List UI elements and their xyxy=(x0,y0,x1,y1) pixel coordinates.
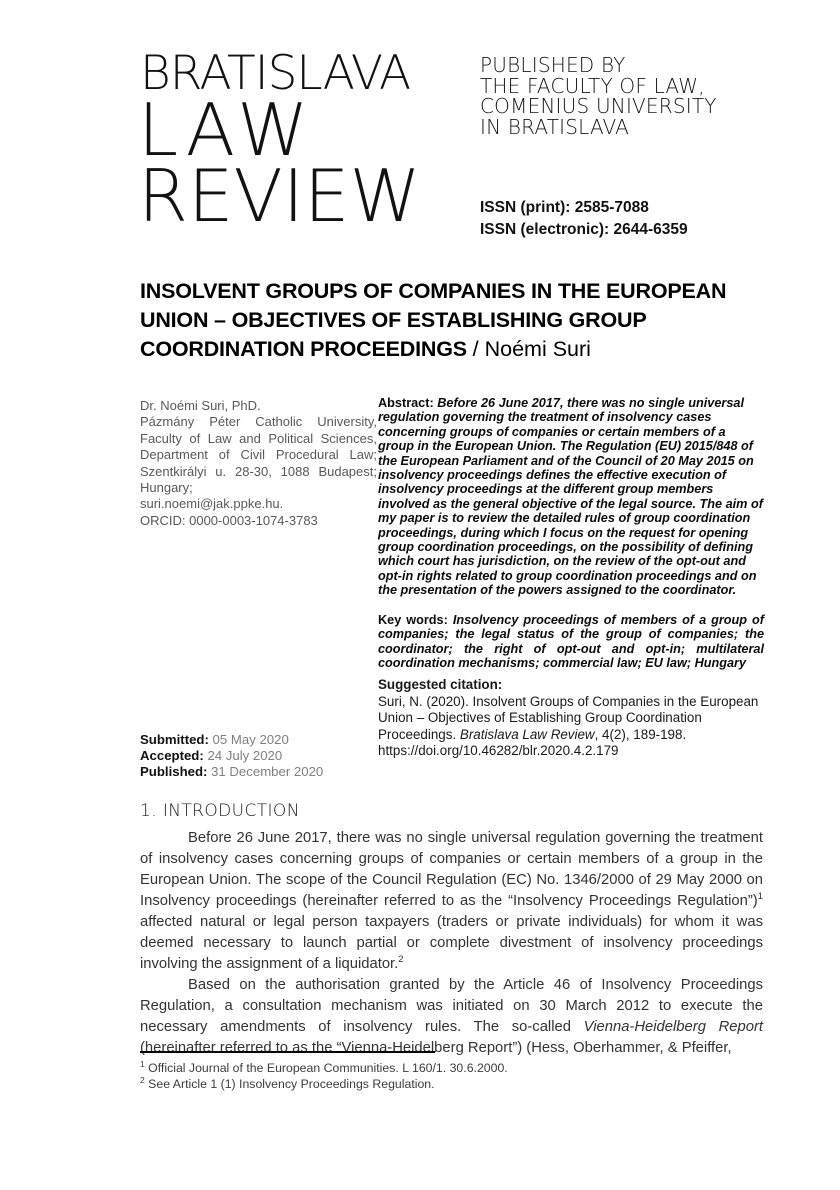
footnote-ref-1: 1 xyxy=(757,891,763,903)
published-value: 31 December 2020 xyxy=(211,764,324,779)
submitted-value: 05 May 2020 xyxy=(212,732,289,747)
published-row xyxy=(140,764,323,780)
citation-doi: https://doi.org/10.46282/blr.2020.4.2.179 xyxy=(378,742,619,758)
footnote-2-number: 2 xyxy=(140,1074,145,1085)
accepted-value: 24 July 2020 xyxy=(207,748,283,763)
author-name: Dr. Noémi Suri, PhD. xyxy=(140,398,261,413)
accepted-label: Accepted: xyxy=(140,748,204,763)
article-title-byline: / Noémi Suri xyxy=(472,337,591,361)
report-name-italic: Vienna-Heidelberg Report xyxy=(583,1019,763,1035)
submitted-label: Submitted: xyxy=(140,732,209,747)
paragraph-text: (hereinafter referred to as the “Vienna-Heidelberg Report”) (Hess, Oberhammer, & Pfeiffer, xyxy=(140,1040,732,1056)
article-body xyxy=(140,828,763,1059)
accepted-row xyxy=(140,748,323,764)
logo-line-bratislava: BRATISLAVA xyxy=(140,46,411,101)
publisher-line: THE FACULTY OF LAW, xyxy=(480,73,705,98)
abstract xyxy=(378,396,764,598)
citation-journal-name: Bratislava Law Review xyxy=(459,726,595,742)
abstract-label: Abstract: xyxy=(378,396,434,410)
published-label: Published: xyxy=(140,764,208,779)
author-orcid: ORCID: 0000-0003-1074-3783 xyxy=(140,512,318,528)
article-dates xyxy=(140,732,323,780)
citation-part2: , 4(2), 189-198. xyxy=(594,726,687,742)
footnote-ref-2: 2 xyxy=(398,954,404,966)
abstract-column xyxy=(378,396,764,759)
citation-heading: Suggested citation: xyxy=(378,677,503,693)
publisher-line: COMENIUS UNIVERSITY xyxy=(480,94,717,118)
footnote-1-number: 1 xyxy=(140,1058,145,1069)
logo-line-review: REVIEW xyxy=(138,154,421,238)
intro-paragraph-2 xyxy=(140,975,763,1059)
keywords-text: Insolvency proceedings of members of a group of companies; the legal status of the group of companies; the coordinator; the right of opt-out and opt-in; multilateral coordination mechanisms; commercial law; EU law; Hungary xyxy=(378,612,765,670)
logo-line-law: LAW xyxy=(138,88,315,172)
suggested-citation xyxy=(378,677,764,759)
abstract-text: Before 26 June 2017, there was no single universal regulation governing the treatment of insolvency cases concerning groups of companies or certain members of a group in the European Union. The Regulation (EU) 2015/848 of the European Parliament and of the Council of 20 May 2015 on insolvency proceedings defines the effective execution of insolvency proceedings at the different group members involved as the general objective of the legal source. The aim of my paper is to review the detailed rules of group coordination proceedings, during which I focus on the request for opening group coordination proceedings, on the possibility of defining which court has jurisdiction, on the review of the opt-out and opt-in rights related to group coordination proceedings and on the presentation of the powers assigned to the coordinator. xyxy=(378,396,763,598)
citation-text xyxy=(378,694,764,760)
author-email: suri.noemi@jak.ppke.hu. xyxy=(140,496,284,512)
author-affiliation: Pázmány Péter Catholic University, Faculty of Law and Political Sciences, Department of Civil Procedural Law; Szentkirályi u. 28-30, 1088 Budapest; Hungary; xyxy=(140,414,377,496)
paragraph-text: affected natural or legal person taxpayers (traders or private individuals) for whom it was deemed necessary to launch partial or complete divestment of insolvency proceedings involving the assignment of a liquidator. xyxy=(140,914,763,972)
citation-part1: Suri, N. (2020). Insolvent Groups of Companies in the European Union – Objectives of Establishing Group Coordination Proceedings. xyxy=(378,693,759,742)
author-info-column xyxy=(140,398,377,780)
footnote-separator xyxy=(140,1051,435,1053)
submitted-row xyxy=(140,732,323,748)
footnote-1-text: Official Journal of the European Communities. L 160/1. 30.6.2000. xyxy=(148,1061,508,1075)
footnote-1 xyxy=(140,1058,763,1077)
issn-print: ISSN (print): 2585-7088 xyxy=(480,199,649,216)
publisher-block xyxy=(480,55,717,137)
footnote-2 xyxy=(140,1074,763,1093)
issn-electronic: ISSN (electronic): 2644-6359 xyxy=(480,221,688,238)
intro-paragraph-1 xyxy=(140,828,763,975)
section-heading-introduction: 1. INTRODUCTION xyxy=(140,801,300,821)
paragraph-text: Before 26 June 2017, there was no single universal regulation governing the treatment of insolvency cases concerning groups of companies or certain members of a group in the European Union. The scope of the Council Regulation (EC) No. 1346/2000 of 29 May 2000 on Insolvency proceedings (hereinafter referred to as the “Insolvency Proceedings Regulation”) xyxy=(140,830,763,909)
footnote-area xyxy=(140,1051,763,1092)
paragraph-text: Based on the authorisation granted by the Article 46 of Insolvency Proceedings Regulation, a consultation mechanism was initiated on 30 March 2012 to execute the necessary amendments of insolvency rules. The so-called xyxy=(140,977,763,1035)
keywords-label: Key words: xyxy=(378,612,448,627)
keywords xyxy=(378,613,764,671)
publisher-line: PUBLISHED BY xyxy=(480,53,626,77)
issn-block xyxy=(480,197,688,241)
article-title xyxy=(140,277,765,364)
article-title-text: INSOLVENT GROUPS OF COMPANIES IN THE EUROPEAN UNION – OBJECTIVES OF ESTABLISHING GROUP COORDINATION PROCEEDINGS xyxy=(140,279,727,361)
footnote-2-text: See Article 1 (1) Insolvency Proceedings Regulation. xyxy=(148,1076,435,1091)
publisher-line: IN BRATISLAVA xyxy=(480,114,630,139)
